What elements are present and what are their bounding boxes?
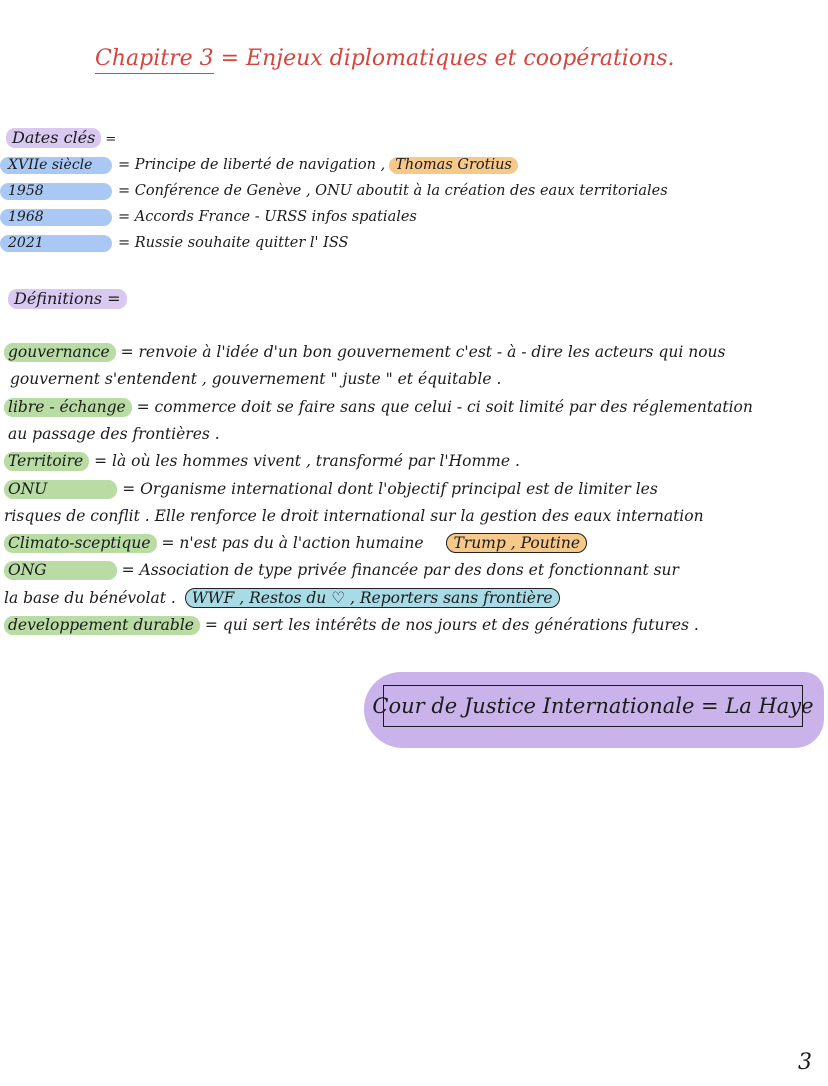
definition-text: = renvoie à l'idée d'un bon gouvernement c'est - à - dire les acteurs qui nous <box>115 343 726 361</box>
chapter-label: Chapitre 3 <box>95 46 214 74</box>
definition-term: libre - échange <box>4 398 132 417</box>
definition-line <box>10 370 501 388</box>
definition-line <box>4 480 658 498</box>
definition-text: = Association de type privée financée par des dons et fonctionnant sur <box>116 561 679 579</box>
date-row <box>0 180 668 202</box>
date-row <box>0 154 518 176</box>
definitions-heading-label: Définitions = <box>8 289 127 309</box>
page-number: 3 <box>798 1050 812 1075</box>
definition-line <box>4 616 699 634</box>
definition-text: la base du bénévolat . <box>4 589 176 607</box>
definition-text: au passage des frontières . <box>8 425 220 443</box>
definition-text: = Organisme international dont l'objectif principal est de limiter les <box>117 480 658 498</box>
definition-line <box>8 425 220 443</box>
definition-line <box>4 343 725 361</box>
definitions-heading <box>8 289 127 308</box>
date-key: 2021 <box>0 235 112 252</box>
date-text: = Accords France - URSS infos spatiales <box>118 209 417 225</box>
page-title <box>95 46 675 71</box>
definition-line <box>4 507 704 525</box>
date-key: XVIIe siècle <box>0 157 112 174</box>
definition-text: = n'est pas du à l'action humaine <box>156 534 424 552</box>
date-text: = Principe de liberté de navigation , <box>118 157 386 173</box>
definition-text: = qui sert les intérêts de nos jours et des générations futures . <box>199 616 699 634</box>
definition-line <box>4 534 587 552</box>
definition-term: ONU <box>4 480 117 499</box>
dates-heading-label: Dates clés <box>6 128 101 148</box>
definition-text: = commerce doit se faire sans que celui - ci soit limité par des réglementation <box>131 398 753 416</box>
date-text: = Conférence de Genève , ONU aboutit à la création des eaux territoriales <box>118 183 668 199</box>
date-highlight: Thomas Grotius <box>389 157 518 174</box>
definition-line <box>4 398 753 416</box>
dates-heading-equals: = <box>105 132 117 147</box>
date-key: 1968 <box>0 209 112 226</box>
definition-example: Trump , Poutine <box>446 533 587 553</box>
definition-line <box>4 589 560 607</box>
definition-text: = là où les hommes vivent , transformé par l'Homme . <box>89 452 520 470</box>
definition-text: gouvernent s'entendent , gouvernement " juste " et équitable . <box>10 370 502 388</box>
callout-text: Cour de Justice Internationale = La Haye <box>372 694 814 718</box>
date-key: 1958 <box>0 183 112 200</box>
definition-term: gouvernance <box>4 343 116 362</box>
date-row <box>0 232 348 254</box>
definition-example: WWF , Restos du ♡ , Reporters sans frontière <box>185 588 560 608</box>
definition-term: developpement durable <box>4 616 200 635</box>
definition-term: Climato-sceptique <box>4 534 157 553</box>
definition-line <box>4 561 679 579</box>
definition-line <box>4 452 520 470</box>
date-text: = Russie souhaite quitter l' ISS <box>118 235 349 251</box>
callout-box <box>372 685 814 727</box>
chapter-title: = Enjeux diplomatiques et coopérations. <box>213 46 675 71</box>
dates-heading <box>6 128 116 147</box>
definition-text: risques de conflit . Elle renforce le droit international sur la gestion des eaux internation <box>4 507 704 525</box>
definition-term: ONG <box>4 561 117 580</box>
definition-term: Territoire <box>4 452 89 471</box>
date-row <box>0 206 417 228</box>
